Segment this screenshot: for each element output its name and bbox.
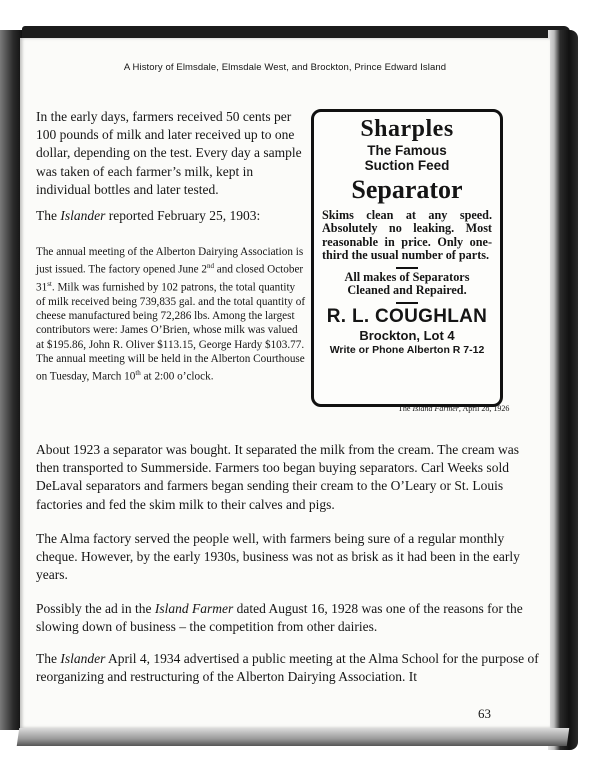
paragraph-islander-1934: The Islander April 4, 1934 advertised a public meeting at the Alma School for the purpose of reorganizing and restructuring of the Alberton Dairying Association. It: [36, 651, 539, 685]
ad-dealer-location: Brockton, Lot 4: [359, 327, 455, 343]
ad-dealer-name: R. L. COUGHLAN: [326, 305, 488, 327]
paragraph-separator-1923: About 1923 a separator was bought. It separated the milk from the cream. The cream was then transported to Summerside. Farmers too began buying separators. Carl Weeks sold DeLaval separators and farmers began sending their cream to the O’Leary or St. Louis factories and fed the skim milk to their calves and pigs.: [36, 442, 519, 512]
paragraph-islander-1903: The Islander reported February 25, 1903:: [36, 208, 261, 223]
ad-service-line-2: Cleaned and Repaired.: [347, 283, 467, 298]
ad-product: Separator: [351, 175, 463, 204]
ad-service-line-1: All makes of Separators: [344, 269, 470, 284]
ad-caption: The Island Farmer, April 28, 1926: [398, 404, 510, 413]
quoted-report: The annual meeting of the Alberton Dairying Association is just issued. The factory opened June 2nd and closed October 31st. Milk was furnished by 102 patrons, the total quantity of milk received being 739,835 gal. and the total quantity of cheese manufactured being 72,286 lbs. Among the largest contributors were: James O’Brien, whose milk was valued at $195.86, John R. Oliver $113.15, George Hardy $103.77. The annual meeting will be held in the Alberton Courthouse on Tuesday, March 10th at 2:00 o’clock.: [36, 246, 306, 383]
sharples-separator-advertisement: [311, 109, 503, 407]
paragraph-early-days: In the early days, farmers received 50 cents per 100 pounds of milk and later received up to one dollar, depending on the test. Every day a sample was taken of each farmer’s milk, kept in individual bottles and later tested.: [36, 109, 302, 197]
paragraph-alma-factory: The Alma factory served the people well, with farmers being sure of a regular monthly cheque. However, by the early 1930s, business was not as brisk as it had been in the early years.: [36, 531, 520, 583]
publication-title: Islander: [60, 651, 106, 666]
ad-description: Skims clean at any speed. Absolutely no leaking. Most reasonable in price. Only one-third the usual number of parts.: [322, 208, 492, 263]
publication-title: Island Farmer: [154, 601, 234, 616]
book-spine: [0, 30, 22, 730]
ad-contact: Write or Phone Alberton R 7-12: [329, 343, 485, 356]
book-cover-bottom: [17, 728, 570, 746]
book-page: [20, 38, 550, 728]
running-header: A History of Elmsdale, Elmsdale West, and Brockton, Prince Edward Island: [123, 62, 447, 73]
book-cover-right: [548, 30, 578, 750]
ad-divider: [396, 302, 418, 304]
ad-tagline-2: Suction Feed: [364, 158, 450, 173]
page-number: 63: [478, 706, 491, 721]
ad-divider: [396, 267, 418, 269]
book-cover-top: [22, 26, 570, 38]
ad-tagline-1: The Famous: [367, 143, 447, 158]
ad-brand: Sharples: [360, 116, 454, 142]
paragraph-island-farmer-ad: Possibly the ad in the Island Farmer dated August 16, 1928 was one of the reasons for the slowing down of business – the competition from other dairies.: [36, 601, 523, 635]
publication-title: Islander: [60, 208, 106, 223]
